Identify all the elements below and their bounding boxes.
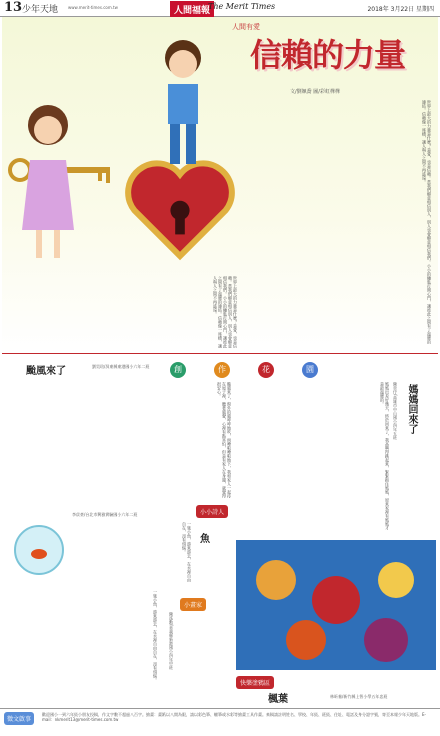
site-url: www.merit-times.com.tw xyxy=(68,5,118,10)
band-circle-1: 創 xyxy=(170,362,186,378)
story-byline-2: 陳奕伃/高雄市中山國小四年五班 xyxy=(393,382,398,440)
band-circle-4: 園 xyxy=(302,362,318,378)
newspaper-logo: 人間福報 xyxy=(170,1,214,18)
girl-illustration xyxy=(18,100,78,270)
story-text-1: 颱風來了，窗外的風呼呼地吹，雨嘩啦嘩啦地下，我和家人一起待在屋子裡，聽著風聲，心裡有點害怕，但是有家人在身邊，就覺得很安心。 xyxy=(217,382,232,498)
poem-byline: 李苡豪/台北市興雅實驗國小六年二班 xyxy=(72,512,138,517)
section-title: 少年天地 xyxy=(22,5,59,15)
maple-leaves-painting xyxy=(236,540,436,670)
feature-text-lower: 世界上最大的力量是什麼？是愛，也是信賴。當我們願意相信別人，別人也會願意相信我們。小小的鑰匙打開心門，讓彼此之間有了溫暖的連結。信賴像一座橋，讓人與人之間不再遙遠。 xyxy=(213,276,238,348)
painting-byline: 林昕蓁/新竹縣上智小學五年忠班 xyxy=(330,694,388,699)
poem-text: 一隻小魚，游來游去，在水裡自由自在，沒有煩惱。 xyxy=(182,522,192,582)
story-text-2: 媽媽出差好幾天，終於回來了，我高興得跳起來，緊緊抱住媽媽，原來家裡有媽媽才是最溫暖的。 xyxy=(380,382,390,530)
feature-text-upper: 世界上最大的力量是什麼？是愛，也是信賴。當我們願意相信別人，別人也會願意相信我們。小小的鑰匙打開心門，讓彼此之間有了溫暖的連結。信賴像一座橋，讓人與人之間不再遙遠。 xyxy=(422,100,432,344)
small-poem-text: 一隻小魚，游來游去，在水裡自由自在，沒有煩惱。 xyxy=(153,590,158,682)
page-header xyxy=(0,0,440,17)
fishbowl-illustration xyxy=(8,520,70,575)
painting-title: 楓葉 xyxy=(268,694,288,705)
story-title-1: 颱風來了 xyxy=(26,366,66,377)
small-poem-byline: 陳泓勳/嘉義縣新港國小四年甲班 xyxy=(169,612,174,670)
feature-tag: 人間有愛 xyxy=(232,23,260,31)
poem-title: 魚 xyxy=(200,534,210,545)
footer-label: 徵文啟事 xyxy=(4,712,34,725)
page-number: 13 xyxy=(4,0,23,15)
boy-illustration xyxy=(148,36,218,176)
feature-title: 信賴的力量 xyxy=(250,36,406,74)
story-title-2: 媽媽回來了 xyxy=(406,384,417,434)
painting-label: 快樂塗鴉區 xyxy=(236,676,274,689)
band-circle-3: 花 xyxy=(258,362,274,378)
newspaper-logo-en: The Merit Times xyxy=(208,2,276,11)
band-circle-2: 作 xyxy=(214,362,230,378)
poem-label: 小小詩人 xyxy=(196,505,228,518)
story-byline-1: 劉昊瑄/屏東縣東港國小六年二班 xyxy=(92,364,150,369)
issue-date: 2018年 3月22日 星期四 xyxy=(367,6,434,13)
feature-byline: 文/劉姵喬 圖/彩虹樺樺 xyxy=(290,89,340,95)
footer-text: 歡迎國小一到六年級小朋友投稿，作文字數不超過八百字。繪畫：畫紙以八開為限，請以彩色筆、蠟筆或水彩等繪畫工具作畫。來稿請註明姓名、學校、年級、班級、住址、電話及身分證字號，寄至本報少年天地版。E-mail：nkmerit13@merit-times.com.tw xyxy=(42,712,426,722)
small-painter-label: 小畫家 xyxy=(180,598,206,611)
